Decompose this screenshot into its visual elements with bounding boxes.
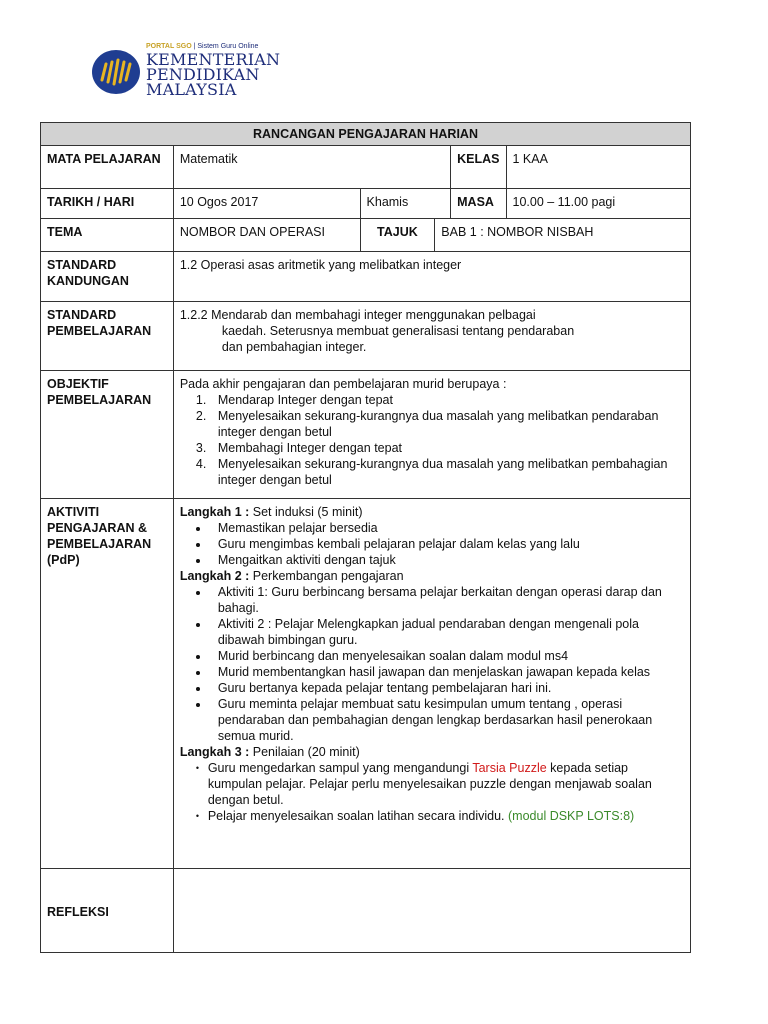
list-item: • Memastikan pelajar bersedia	[210, 520, 684, 536]
tarikh-value: 10 Ogos 2017	[173, 189, 360, 219]
langkah-2	[180, 568, 684, 584]
mata-pelajaran-label: MATA PELAJARAN	[41, 146, 174, 189]
logo-line-1: KEMENTERIAN	[146, 50, 281, 69]
objektif-item: 4. Menyelesaikan sekurang-kurangnya dua masalah yang melibatkan pembahagian integer dengan betul	[210, 456, 684, 488]
list-item: • Guru mengimbas kembali pelajaran pelajar dalam kelas yang lalu	[210, 536, 684, 552]
list-item: • Guru meminta pelajar membuat satu kesimpulan umum tentang , operasi pendaraban dan pembahagian dengan lengkap berdasarkan hasil penerokaan semua murid.	[210, 696, 684, 744]
sp-line-2: kaedah. Seterusnya membuat generalisasi tentang pendaraban	[221, 324, 575, 338]
masa-value: 10.00 – 11.00 pagi	[506, 189, 691, 219]
logo-line-2: PENDIDIKAN	[146, 65, 260, 84]
langkah-3	[180, 744, 684, 760]
ministry-emblem-icon	[92, 48, 140, 96]
ministry-logo	[92, 40, 292, 99]
standard-pembelajaran-value	[173, 302, 690, 371]
masa-label: MASA	[451, 189, 506, 219]
tajuk-value: BAB 1 : NOMBOR NISBAH	[435, 219, 691, 252]
list-item: • Murid membentangkan hasil jawapan dan menjelaskan jawapan kepada kelas	[210, 664, 684, 680]
tema-value: NOMBOR DAN OPERASI	[173, 219, 360, 252]
langkah-3-text: Penilaian (20 minit)	[249, 745, 360, 759]
list-item: • Murid berbincang dan menyelesaikan soalan dalam modul ms4	[210, 648, 684, 664]
standard-kandungan-label: STANDARD KANDUNGAN	[41, 252, 174, 302]
list-item	[196, 808, 684, 824]
langkah-1-list	[180, 520, 684, 568]
objektif-value	[173, 371, 690, 499]
objektif-intro: Pada akhir pengajaran dan pembelajaran murid berupaya :	[179, 377, 507, 391]
langkah-1-head: Langkah 1 :	[179, 505, 250, 519]
list-item	[196, 760, 684, 808]
portal-tagline	[146, 43, 258, 50]
l3-item1-tail: kepada setiap kumpulan pelajar. Pelajar perlu menyelesaikan puzzle dengan menjawab soalan dengan betul.	[207, 761, 652, 807]
langkah-3-list	[180, 760, 684, 824]
page-title: RANCANGAN PENGAJARAN HARIAN	[41, 123, 691, 146]
langkah-1-text: Set induksi (5 minit)	[249, 505, 363, 519]
kelas-label: KELAS	[451, 146, 506, 189]
objektif-item: 3. Membahagi Integer dengan tepat	[210, 440, 684, 456]
langkah-2-head: Langkah 2 :	[179, 569, 250, 583]
kelas-value: 1 KAA	[506, 146, 691, 189]
portal-name: PORTAL SGO	[146, 43, 192, 50]
langkah-3-head: Langkah 3 :	[179, 745, 250, 759]
objektif-item: 2. Menyelesaikan sekurang-kurangnya dua masalah yang melibatkan pendaraban integer dengan betul	[210, 408, 684, 440]
l3-item1-text: Guru mengedarkan sampul yang mengandungi	[207, 761, 473, 775]
logo-line-3: MALAYSIA	[146, 80, 237, 99]
sp-line-1: 1.2.2 Mendarab dan membahagi integer menggunakan pelbagai	[179, 308, 536, 322]
lesson-plan-table	[40, 122, 691, 953]
tarikh-label: TARIKH / HARI	[41, 189, 174, 219]
langkah-2-text: Perkembangan pengajaran	[249, 569, 404, 583]
aktiviti-label: AKTIVITI PENGAJARAN & PEMBELAJARAN (PdP)	[41, 499, 174, 869]
objektif-list	[180, 392, 684, 488]
standard-kandungan-value: 1.2 Operasi asas aritmetik yang melibatkan integer	[173, 252, 690, 302]
hari-value: Khamis	[360, 189, 451, 219]
tema-label: TEMA	[41, 219, 174, 252]
list-item: • Aktiviti 1: Guru berbincang bersama pelajar berkaitan dengan operasi darap dan bahagi.	[210, 584, 684, 616]
aktiviti-value	[173, 499, 690, 869]
langkah-1	[180, 504, 684, 520]
tarsia-puzzle-text: Tarsia Puzzle	[472, 761, 547, 775]
modul-reference: (modul DSKP LOTS:8)	[508, 809, 635, 823]
refleksi-label: REFLEKSI	[41, 869, 174, 953]
objektif-item: 1. Mendarap Integer dengan tepat	[210, 392, 684, 408]
list-item: • Mengaitkan aktiviti dengan tajuk	[210, 552, 684, 568]
refleksi-value	[173, 869, 690, 953]
langkah-2-list	[180, 584, 684, 744]
objektif-label: OBJEKTIF PEMBELAJARAN	[41, 371, 174, 499]
l3-item2-text: Pelajar menyelesaikan soalan latihan secara individu.	[207, 809, 509, 823]
sp-line-3: dan pembahagian integer.	[221, 340, 367, 354]
list-item: • Aktiviti 2 : Pelajar Melengkapkan jadual pendaraban dengan mengenali pola dibawah bimbingan guru.	[210, 616, 684, 648]
mata-pelajaran-value: Matematik	[173, 146, 450, 189]
list-item: • Guru bertanya kepada pelajar tentang pembelajaran hari ini.	[210, 680, 684, 696]
standard-pembelajaran-label: STANDARD PEMBELAJARAN	[41, 302, 174, 371]
portal-subtitle: | Sistem Guru Online	[193, 43, 259, 50]
tajuk-label: TAJUK	[360, 219, 435, 252]
